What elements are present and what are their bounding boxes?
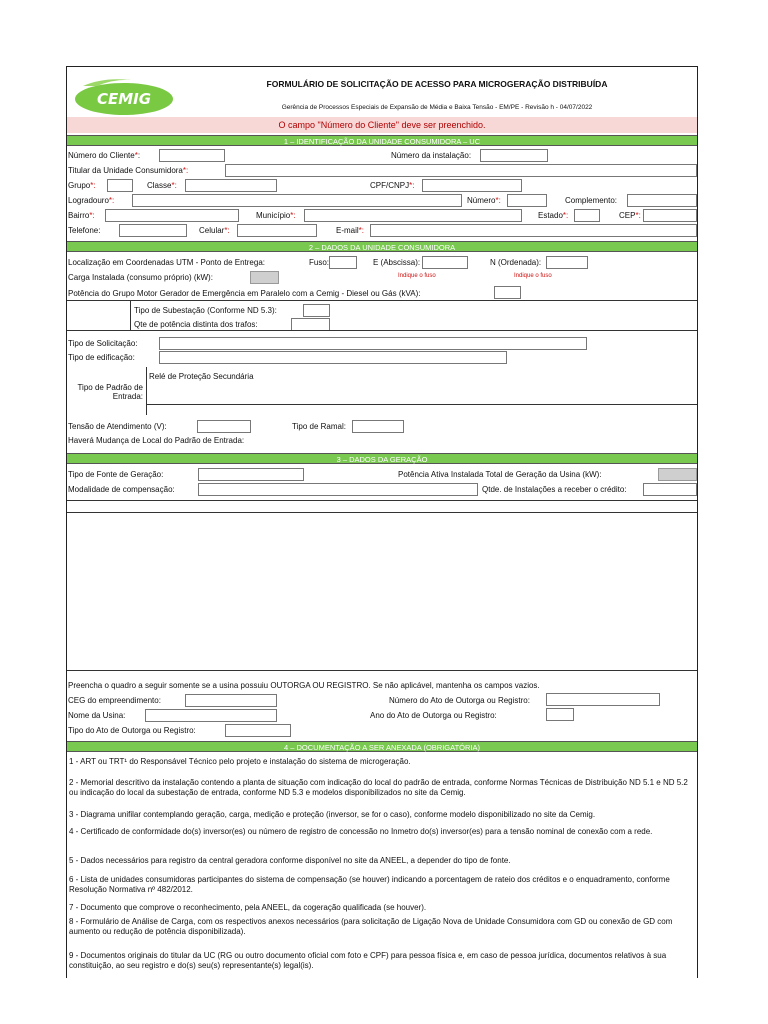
secondary-relay-label: Relé de Proteção Secundária [149, 372, 254, 381]
client-number-input[interactable] [159, 149, 225, 162]
abscissa-input[interactable] [422, 256, 468, 269]
group-label: Grupo*: [68, 181, 96, 190]
plant-name-input[interactable] [145, 709, 277, 722]
act-year-input[interactable] [546, 708, 574, 721]
act-type-input[interactable] [225, 724, 291, 737]
state-label: Estado*: [538, 211, 569, 220]
group-input[interactable] [107, 179, 133, 192]
complement-input[interactable] [627, 194, 697, 207]
fuso-input[interactable] [329, 256, 357, 269]
fuso-hint-2: Indique o fuso [514, 273, 552, 279]
city-label: Município*: [256, 211, 296, 220]
form-title: FORMULÁRIO DE SOLICITAÇÃO DE ACESSO PARA MICROGERAÇÃO DISTRIBUÍDA [266, 79, 608, 89]
complement-label: Complemento: [565, 196, 618, 205]
branch-type-input[interactable] [352, 420, 404, 433]
doc-item-9: 9 - Documentos originais do titular da UC (RG ou outro documento oficial com foto e CPF) para pessoa física e, em caso de pessoa jurídica, documentos relativos à sua constituição, ao seu registro e do(s) seu(s) representante(s) legal(is). [69, 951, 667, 970]
doc-item-1: 1 - ART ou TRT¹ do Responsável Técnico pelo projeto e instalação do sistema de microgeração. [69, 757, 411, 766]
form-subtitle: Gerência de Processos Especiais de Expansão de Média e Baixa Tensão - EM/PE - Revisão h - 04/07/2022 [281, 104, 593, 111]
utm-location-label: Localização em Coordenadas UTM - Ponto de Entrega: [68, 258, 265, 267]
act-year-label: Ano do Ato de Outorga ou Registro: [370, 711, 497, 720]
generator-power-input[interactable] [494, 286, 521, 299]
number-input[interactable] [507, 194, 547, 207]
class-input[interactable] [185, 179, 277, 192]
doc-item-8: 8 - Formulário de Análise de Carga, com os respectivos anexos necessários (para solicitação de Ligação Nova de Unidade Consumidora com GD ou conexão de GD com aumento ou redução de potência disponibilizada). [69, 917, 673, 936]
section-3-header: 3 – DADOS DA GERAÇÃO [67, 453, 697, 464]
class-label: Classe*: [147, 181, 177, 190]
act-type-label: Tipo do Ato de Outorga ou Registro: [68, 726, 196, 735]
abscissa-label: E (Abscissa): [373, 258, 421, 267]
generator-power-label: Potência do Grupo Motor Gerador de Emergência em Paralelo com a Cemig - Diesel ou Gás (kVA): [68, 289, 421, 298]
doc-item-3: 3 - Diagrama unifilar contemplando geração, carga, medição e proteção (inversor, se for o caso), conforme modelo disponibilizado no site da Cemig. [69, 810, 596, 819]
doc-item-4: 4 - Certificado de conformidade do(s) inversor(es) ou número de registro de concessão no Inmetro do(s) inversor(es) para a tensão nominal de conexão com a rede. [69, 827, 653, 836]
phone-label: Telefone: [68, 226, 101, 235]
substation-type-input[interactable] [303, 304, 330, 317]
fuso-hint-1: Indique o fuso [398, 273, 436, 279]
fuso-label: Fuso: [309, 258, 330, 267]
compensation-mode-input[interactable] [198, 483, 478, 496]
service-voltage-label: Tensão de Atendimento (V): [68, 422, 167, 431]
client-number-label: Número do Cliente*: [68, 151, 141, 160]
doc-item-7: 7 - Documento que comprove o reconhecimento, pela ANEEL, da cogeração qualificada (se houver). [69, 903, 427, 912]
installed-load-label: Carga Instalada (consumo próprio) (kW): [68, 273, 213, 282]
mobile-input[interactable] [237, 224, 317, 237]
installation-number-label: Número da instalação: [391, 151, 472, 160]
building-type-label: Tipo de edificação: [68, 353, 135, 362]
credit-installations-label: Qtde. de Instalações a receber o crédito: [482, 485, 627, 494]
act-number-input[interactable] [546, 693, 660, 706]
mobile-label: Celular*: [199, 226, 230, 235]
section-1-header: 1 – IDENTIFICAÇÃO DA UNIDADE CONSUMIDORA – UC [67, 135, 697, 146]
cpf-cnpj-label: CPF/CNPJ*: [370, 181, 415, 190]
doc-item-6: 6 - Lista de unidades consumidoras participantes do sistema de compensação (se houver) indicando a porcentagem de rateio dos créditos e o enquadramento, conforme Resolução Normativa nº 482/2012. [69, 875, 670, 894]
active-power-input[interactable] [658, 468, 697, 481]
plant-name-label: Nome da Usina: [68, 711, 126, 720]
district-input[interactable] [105, 209, 239, 222]
city-input[interactable] [304, 209, 522, 222]
doc-item-5: 5 - Dados necessários para registro da central geradora conforme disponível no site da ANEEL, a depender do tipo de fonte. [69, 856, 511, 865]
state-input[interactable] [574, 209, 600, 222]
installed-load-input[interactable] [250, 271, 279, 284]
ceg-label: CEG do empreendimento: [68, 696, 161, 705]
branch-type-label: Tipo de Ramal: [292, 422, 346, 431]
doc-item-2: 2 - Memorial descritivo da instalação contendo a planta de situação com indicação do local do padrão de entrada, conforme Normas Técnicas de Distribuição ND 5.1 e ND 5.2 ou indicação do local da subestação de entrada, conforme ND 5.3 e modelos disponibilizados no site da Cemig. [69, 778, 688, 797]
access-request-form [66, 66, 698, 978]
cemig-logo-text: CEMIG [96, 90, 152, 108]
building-type-input[interactable] [159, 351, 507, 364]
service-voltage-input[interactable] [197, 420, 251, 433]
trafo-power-label: Qte de potência distinta dos trafos: [134, 320, 258, 329]
ordinate-input[interactable] [546, 256, 588, 269]
cemig-logo [73, 77, 175, 117]
active-power-label: Potência Ativa Instalada Total de Geração da Usina (kW): [398, 470, 602, 479]
installation-number-input[interactable] [480, 149, 548, 162]
generation-source-input[interactable] [198, 468, 304, 481]
pattern-relocation-label: Haverá Mudança de Local do Padrão de Entrada: [68, 436, 245, 445]
section-2-header: 2 – DADOS DA UNIDADE CONSUMIDORA [67, 241, 697, 252]
ordinate-label: N (Ordenada): [490, 258, 542, 267]
street-input[interactable] [132, 194, 462, 207]
cep-label: CEP*: [619, 211, 641, 220]
street-label: Logradouro*: [68, 196, 115, 205]
cep-input[interactable] [643, 209, 697, 222]
number-label: Número*: [467, 196, 501, 205]
request-type-input[interactable] [159, 337, 587, 350]
outorga-note: Preencha o quadro a seguir somente se a usina possuiu OUTORGA OU REGISTRO. Se não aplicável, mantenha os campos vazios. [68, 681, 540, 690]
email-input[interactable] [370, 224, 697, 237]
phone-input[interactable] [119, 224, 187, 237]
credit-installations-input[interactable] [643, 483, 697, 496]
generation-source-label: Tipo de Fonte de Geração: [68, 470, 164, 479]
holder-label: Titular da Unidade Consumidora*: [68, 166, 189, 175]
section-4-header: 4 – DOCUMENTAÇÃO A SER ANEXADA (OBRIGATÓRIA) [67, 741, 697, 752]
district-label: Bairro*: [68, 211, 95, 220]
holder-input[interactable] [225, 164, 697, 177]
substation-type-label: Tipo de Subestação (Conforme ND 5.3): [134, 306, 277, 315]
request-type-label: Tipo de Solicitação: [68, 339, 138, 348]
required-client-number-warning: O campo "Número do Cliente" deve ser preenchido. [67, 117, 697, 133]
act-number-label: Número do Ato de Outorga ou Registro: [389, 696, 530, 705]
entry-pattern-label: Tipo de Padrão de Entrada: [77, 383, 143, 401]
cpf-cnpj-input[interactable] [422, 179, 522, 192]
email-label: E-mail*: [336, 226, 365, 235]
ceg-input[interactable] [185, 694, 277, 707]
compensation-mode-label: Modalidade de compensação: [68, 485, 175, 494]
